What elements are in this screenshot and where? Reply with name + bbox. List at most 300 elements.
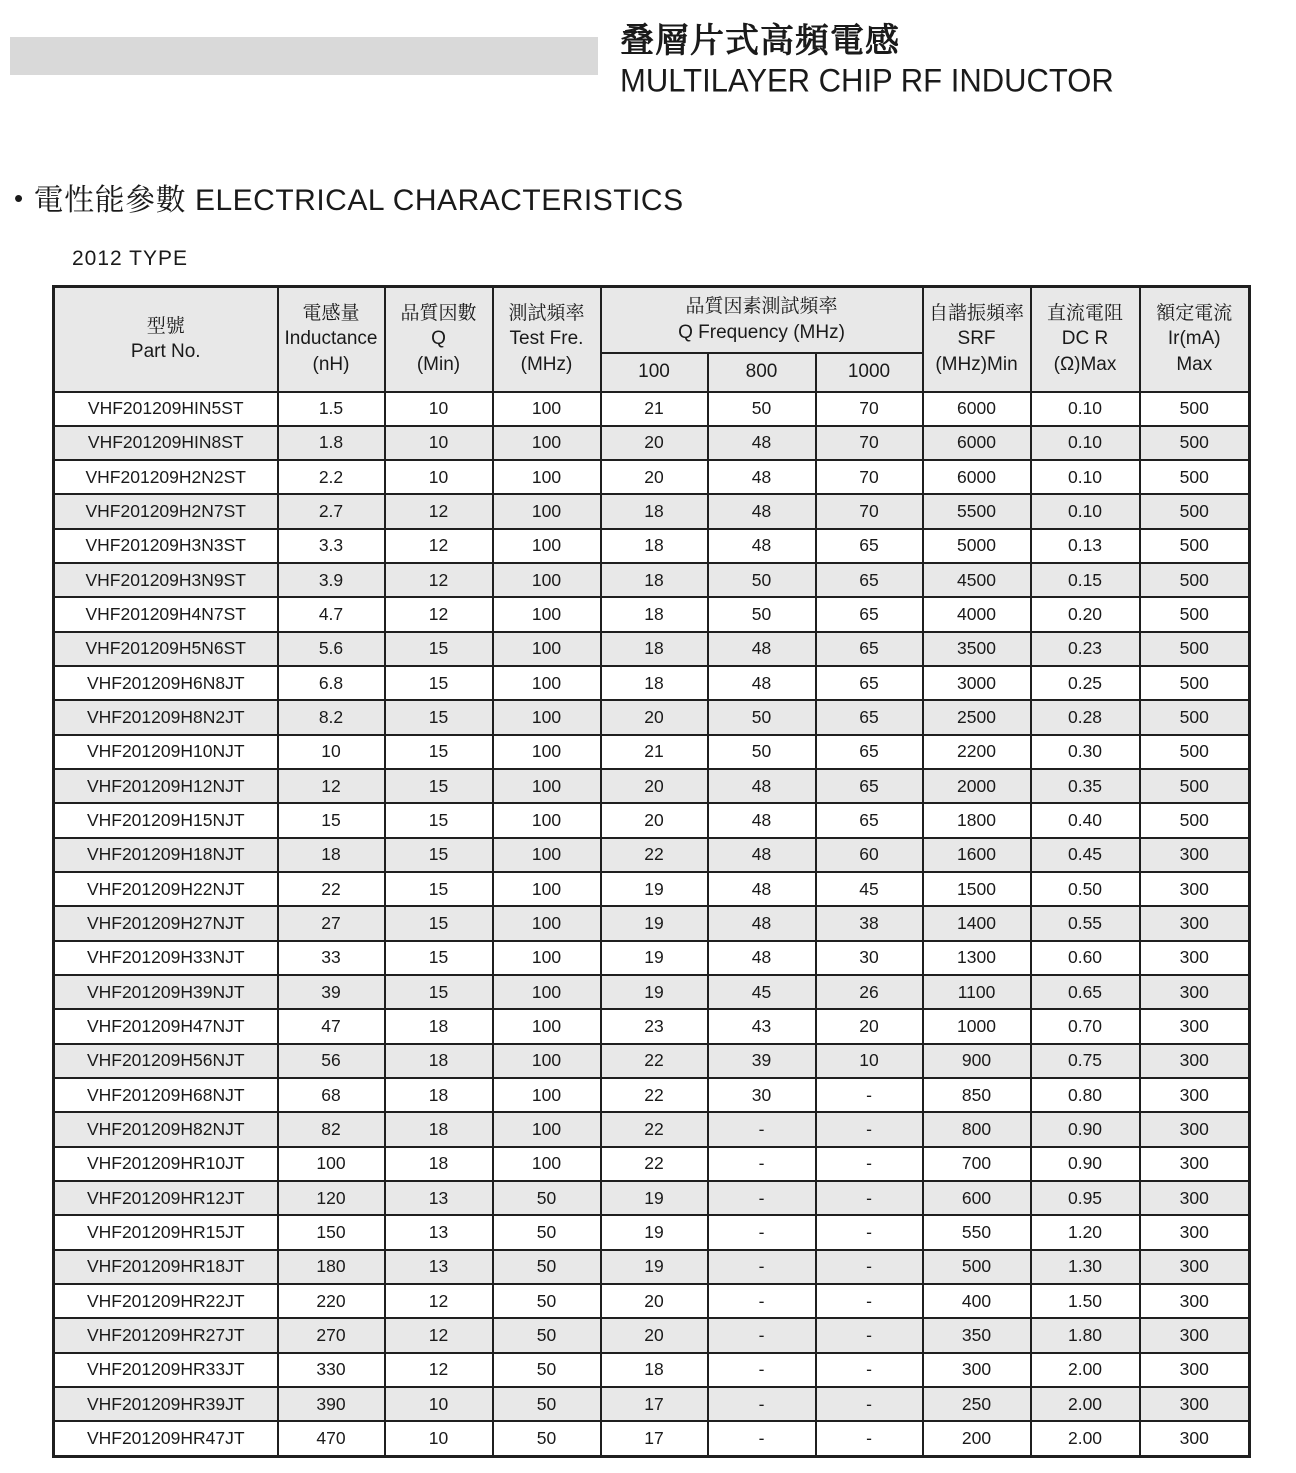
value-cell: 300 [1140,1181,1250,1215]
header-srf-unit: (MHz)Min [935,354,1018,376]
table-row [54,666,1250,700]
value-cell: 48 [708,803,816,837]
value-cell: 70 [816,426,923,460]
value-cell: - [816,1387,923,1421]
table-row [54,1044,1250,1078]
value-cell: 20 [601,769,708,803]
part-no-cell: VHF201209H27NJT [54,906,278,940]
value-cell: 15 [385,769,493,803]
value-cell: 70 [816,460,923,494]
value-cell: 500 [1140,803,1250,837]
table-row [54,1387,1250,1421]
value-cell: 0.45 [1031,838,1140,872]
value-cell: 300 [1140,1078,1250,1112]
value-cell: 300 [1140,941,1250,975]
value-cell: 17 [601,1387,708,1421]
value-cell: 48 [708,872,816,906]
part-no-cell: VHF201209HR39JT [54,1387,278,1421]
value-cell: 800 [923,1112,1031,1146]
value-cell: 2.7 [278,494,385,528]
value-cell: 500 [1140,563,1250,597]
part-no-cell: VHF201209HR15JT [54,1215,278,1249]
value-cell: 120 [278,1181,385,1215]
value-cell: 300 [1140,838,1250,872]
value-cell: 30 [708,1078,816,1112]
value-cell: 100 [493,494,601,528]
value-cell: - [708,1353,816,1387]
value-cell: 0.28 [1031,700,1140,734]
part-no-cell: VHF201209H4N7ST [54,597,278,631]
value-cell: 5000 [923,529,1031,563]
value-cell: 10 [278,735,385,769]
value-cell: 600 [923,1181,1031,1215]
value-cell: - [816,1318,923,1352]
value-cell: 18 [601,632,708,666]
value-cell: 50 [708,597,816,631]
header-q-frequency-en: Q Frequency (MHz) [678,321,845,343]
value-cell: 18 [385,1009,493,1043]
header-part-no [54,287,278,392]
value-cell: 1.8 [278,426,385,460]
header-rated-current [1140,287,1250,392]
value-cell: 65 [816,769,923,803]
value-cell: 500 [1140,392,1250,426]
value-cell: 6000 [923,460,1031,494]
table-row [54,735,1250,769]
value-cell: 0.35 [1031,769,1140,803]
value-cell: 65 [816,529,923,563]
header-q-freq-100: 100 [601,353,708,392]
value-cell: 10 [816,1044,923,1078]
table-row [54,563,1250,597]
header-srf-cjk: 自諧振頻率 [929,302,1025,324]
value-cell: 22 [601,1112,708,1146]
value-cell: 300 [1140,1421,1250,1456]
value-cell: 100 [493,700,601,734]
table-row [54,1147,1250,1181]
value-cell: 20 [601,803,708,837]
value-cell: 13 [385,1250,493,1284]
value-cell: 19 [601,906,708,940]
value-cell: 0.40 [1031,803,1140,837]
value-cell: 100 [493,1009,601,1043]
value-cell: 0.20 [1031,597,1140,631]
value-cell: 500 [1140,494,1250,528]
part-no-cell: VHF201209HIN8ST [54,426,278,460]
value-cell: 4000 [923,597,1031,631]
value-cell: 100 [493,838,601,872]
bullet-icon: • [14,183,24,213]
value-cell: 1000 [923,1009,1031,1043]
table-row [54,460,1250,494]
value-cell: 500 [1140,597,1250,631]
value-cell: 1300 [923,941,1031,975]
header-part-no-en: Part No. [130,341,201,363]
table-row [54,597,1250,631]
value-cell: 10 [385,1421,493,1456]
value-cell: 0.10 [1031,426,1140,460]
value-cell: 0.65 [1031,975,1140,1009]
header-q-frequency-cjk: 品質因素測試頻率 [685,296,838,318]
part-no-cell: VHF201209HR10JT [54,1147,278,1181]
part-no-cell: VHF201209H6N8JT [54,666,278,700]
type-label: 2012 TYPE [72,247,189,270]
value-cell: 850 [923,1078,1031,1112]
value-cell: 4.7 [278,597,385,631]
value-cell: 300 [1140,1112,1250,1146]
value-cell: 18 [601,529,708,563]
value-cell: 18 [385,1147,493,1181]
value-cell: 2200 [923,735,1031,769]
table-row [54,906,1250,940]
value-cell: 21 [601,735,708,769]
value-cell: 8.2 [278,700,385,734]
table-row [54,529,1250,563]
value-cell: 19 [601,941,708,975]
value-cell: 3.9 [278,563,385,597]
part-no-cell: VHF201209HR27JT [54,1318,278,1352]
part-no-cell: VHF201209HR33JT [54,1353,278,1387]
value-cell: 100 [493,1112,601,1146]
table-row [54,1215,1250,1249]
value-cell: 10 [385,1387,493,1421]
part-no-cell: VHF201209H3N9ST [54,563,278,597]
value-cell: 19 [601,1250,708,1284]
value-cell: 500 [1140,700,1250,734]
value-cell: 100 [493,666,601,700]
header-q-min-cjk: 品質因數 [400,302,477,324]
table-row [54,1250,1250,1284]
value-cell: - [708,1318,816,1352]
header-q-min [385,287,493,392]
header-q-min-en: Q [431,328,446,350]
value-cell: 13 [385,1181,493,1215]
value-cell: - [708,1284,816,1318]
value-cell: 12 [385,597,493,631]
value-cell: 100 [493,906,601,940]
value-cell: 43 [708,1009,816,1043]
value-cell: 12 [385,494,493,528]
header-q-freq-800: 800 [708,353,816,392]
value-cell: 0.10 [1031,494,1140,528]
table-row [54,1009,1250,1043]
value-cell: 100 [493,941,601,975]
value-cell: 12 [385,1318,493,1352]
header-dcr-en: DC R [1061,328,1109,350]
value-cell: 1.30 [1031,1250,1140,1284]
part-no-cell: VHF201209H15NJT [54,803,278,837]
value-cell: 0.75 [1031,1044,1140,1078]
value-cell: 19 [601,975,708,1009]
value-cell: 50 [493,1387,601,1421]
value-cell: 300 [1140,1387,1250,1421]
table-row [54,392,1250,426]
spec-table-container [52,285,1251,1458]
value-cell: 700 [923,1147,1031,1181]
part-no-cell: VHF201209H47NJT [54,1009,278,1043]
header-inductance [278,287,385,392]
value-cell: 38 [816,906,923,940]
part-no-cell: VHF201209H10NJT [54,735,278,769]
value-cell: 0.95 [1031,1181,1140,1215]
value-cell: - [708,1215,816,1249]
table-row [54,1284,1250,1318]
value-cell: 300 [1140,1147,1250,1181]
value-cell: 0.13 [1031,529,1140,563]
value-cell: 300 [1140,975,1250,1009]
table-row [54,700,1250,734]
value-cell: 18 [601,563,708,597]
value-cell: 48 [708,529,816,563]
page-title-cjk: 叠層片式高頻電感 [620,22,900,60]
value-cell: 50 [708,735,816,769]
table-row [54,1421,1250,1456]
value-cell: 18 [278,838,385,872]
table-row [54,941,1250,975]
value-cell: 100 [493,597,601,631]
value-cell: 65 [816,666,923,700]
value-cell: 19 [601,872,708,906]
value-cell: 100 [493,632,601,666]
value-cell: - [708,1250,816,1284]
header-test-freq-unit: (MHz) [520,354,573,376]
value-cell: 0.15 [1031,563,1140,597]
value-cell: 0.90 [1031,1147,1140,1181]
value-cell: 48 [708,494,816,528]
part-no-cell: VHF201209HR12JT [54,1181,278,1215]
value-cell: 2.00 [1031,1387,1140,1421]
value-cell: 50 [493,1250,601,1284]
value-cell: - [708,1147,816,1181]
value-cell: 300 [1140,1044,1250,1078]
header-test-freq-cjk: 測試頻率 [508,302,585,324]
value-cell: 10 [385,426,493,460]
title-block [620,22,1114,99]
value-cell: 300 [1140,906,1250,940]
table-row [54,426,1250,460]
header-inductance-cjk: 電感量 [302,302,360,324]
value-cell: 3500 [923,632,1031,666]
value-cell: 56 [278,1044,385,1078]
value-cell: 500 [1140,735,1250,769]
header-q-min-unit: (Min) [416,354,461,376]
part-no-cell: VHF201209HR47JT [54,1421,278,1456]
value-cell: 12 [385,529,493,563]
value-cell: - [708,1387,816,1421]
value-cell: 200 [923,1421,1031,1456]
value-cell: 470 [278,1421,385,1456]
table-header [54,287,1250,392]
value-cell: 1.5 [278,392,385,426]
table-row [54,872,1250,906]
value-cell: - [816,1215,923,1249]
value-cell: 100 [493,975,601,1009]
value-cell: - [816,1284,923,1318]
value-cell: 0.10 [1031,392,1140,426]
value-cell: 70 [816,392,923,426]
value-cell: 100 [493,1147,601,1181]
value-cell: 100 [493,872,601,906]
section-heading-cjk: 電性能參數 [33,184,187,217]
value-cell: 48 [708,838,816,872]
value-cell: - [708,1421,816,1456]
value-cell: 21 [601,392,708,426]
value-cell: 100 [493,803,601,837]
value-cell: 19 [601,1181,708,1215]
value-cell: 15 [385,906,493,940]
part-no-cell: VHF201209HR22JT [54,1284,278,1318]
header-test-freq-en: Test Fre. [509,328,584,350]
part-no-cell: VHF201209H2N2ST [54,460,278,494]
part-no-cell: VHF201209H22NJT [54,872,278,906]
value-cell: 10 [385,392,493,426]
value-cell: 15 [385,872,493,906]
value-cell: 1.20 [1031,1215,1140,1249]
value-cell: 12 [385,1353,493,1387]
value-cell: - [816,1250,923,1284]
value-cell: 10 [385,460,493,494]
value-cell: 22 [601,1147,708,1181]
value-cell: - [816,1112,923,1146]
value-cell: 39 [708,1044,816,1078]
value-cell: 20 [601,426,708,460]
value-cell: 50 [708,563,816,597]
value-cell: 1.50 [1031,1284,1140,1318]
value-cell: 100 [493,735,601,769]
value-cell: 270 [278,1318,385,1352]
value-cell: 220 [278,1284,385,1318]
value-cell: 30 [816,941,923,975]
value-cell: 48 [708,769,816,803]
value-cell: 50 [493,1421,601,1456]
value-cell: 27 [278,906,385,940]
value-cell: 180 [278,1250,385,1284]
value-cell: 45 [708,975,816,1009]
part-no-cell: VHF201209H3N3ST [54,529,278,563]
value-cell: 3000 [923,666,1031,700]
value-cell: 17 [601,1421,708,1456]
value-cell: 15 [385,838,493,872]
value-cell: 0.50 [1031,872,1140,906]
value-cell: 0.55 [1031,906,1140,940]
header-q-frequency-group [601,287,923,353]
value-cell: 900 [923,1044,1031,1078]
value-cell: 300 [1140,1353,1250,1387]
electrical-characteristics-table [52,285,1251,1458]
value-cell: 12 [385,1284,493,1318]
table-row [54,1353,1250,1387]
table-row [54,1112,1250,1146]
value-cell: 48 [708,941,816,975]
table-row [54,975,1250,1009]
value-cell: 65 [816,700,923,734]
header-q-freq-1000: 1000 [816,353,923,392]
value-cell: 1400 [923,906,1031,940]
value-cell: 500 [1140,426,1250,460]
value-cell: 500 [1140,632,1250,666]
value-cell: 15 [385,941,493,975]
value-cell: 18 [385,1112,493,1146]
value-cell: 15 [385,632,493,666]
value-cell: - [816,1421,923,1456]
header-test-freq [493,287,601,392]
value-cell: 0.60 [1031,941,1140,975]
value-cell: 20 [816,1009,923,1043]
value-cell: 500 [923,1250,1031,1284]
value-cell: 39 [278,975,385,1009]
header-dcr [1031,287,1140,392]
value-cell: 400 [923,1284,1031,1318]
part-no-cell: VHF201209H12NJT [54,769,278,803]
header-rated-current-en: Ir(mA) [1167,328,1221,350]
value-cell: 65 [816,632,923,666]
value-cell: 65 [816,597,923,631]
value-cell: - [816,1353,923,1387]
value-cell: 5500 [923,494,1031,528]
value-cell: 20 [601,700,708,734]
value-cell: 2.00 [1031,1421,1140,1456]
part-no-cell: VHF201209H68NJT [54,1078,278,1112]
value-cell: 70 [816,494,923,528]
part-no-cell: VHF201209H8N2JT [54,700,278,734]
value-cell: 48 [708,666,816,700]
value-cell: - [816,1078,923,1112]
table-row [54,838,1250,872]
value-cell: 15 [385,735,493,769]
value-cell: 500 [1140,529,1250,563]
value-cell: 500 [1140,666,1250,700]
value-cell: 22 [601,838,708,872]
value-cell: 15 [278,803,385,837]
value-cell: 250 [923,1387,1031,1421]
part-no-cell: VHF201209H2N7ST [54,494,278,528]
value-cell: 65 [816,563,923,597]
value-cell: 0.90 [1031,1112,1140,1146]
value-cell: 100 [493,1078,601,1112]
value-cell: 100 [493,460,601,494]
value-cell: 300 [1140,1250,1250,1284]
part-no-cell: VHF201209H5N6ST [54,632,278,666]
header-inductance-unit: (nH) [312,354,350,376]
value-cell: 300 [1140,1284,1250,1318]
value-cell: 100 [493,426,601,460]
value-cell: - [816,1181,923,1215]
value-cell: 60 [816,838,923,872]
value-cell: 50 [708,392,816,426]
part-no-cell: VHF201209H33NJT [54,941,278,975]
value-cell: 550 [923,1215,1031,1249]
value-cell: 0.30 [1031,735,1140,769]
table-row [54,1078,1250,1112]
table-row [54,632,1250,666]
value-cell: 19 [601,1215,708,1249]
value-cell: 500 [1140,460,1250,494]
value-cell: 18 [601,1353,708,1387]
value-cell: 0.80 [1031,1078,1140,1112]
value-cell: 100 [493,563,601,597]
value-cell: 0.70 [1031,1009,1140,1043]
value-cell: 100 [278,1147,385,1181]
value-cell: 68 [278,1078,385,1112]
value-cell: 26 [816,975,923,1009]
value-cell: 4500 [923,563,1031,597]
value-cell: 300 [923,1353,1031,1387]
value-cell: 100 [493,392,601,426]
value-cell: 48 [708,906,816,940]
page-title-en: MULTILAYER CHIP RF INDUCTOR [620,61,1114,99]
value-cell: 45 [816,872,923,906]
value-cell: 15 [385,803,493,837]
